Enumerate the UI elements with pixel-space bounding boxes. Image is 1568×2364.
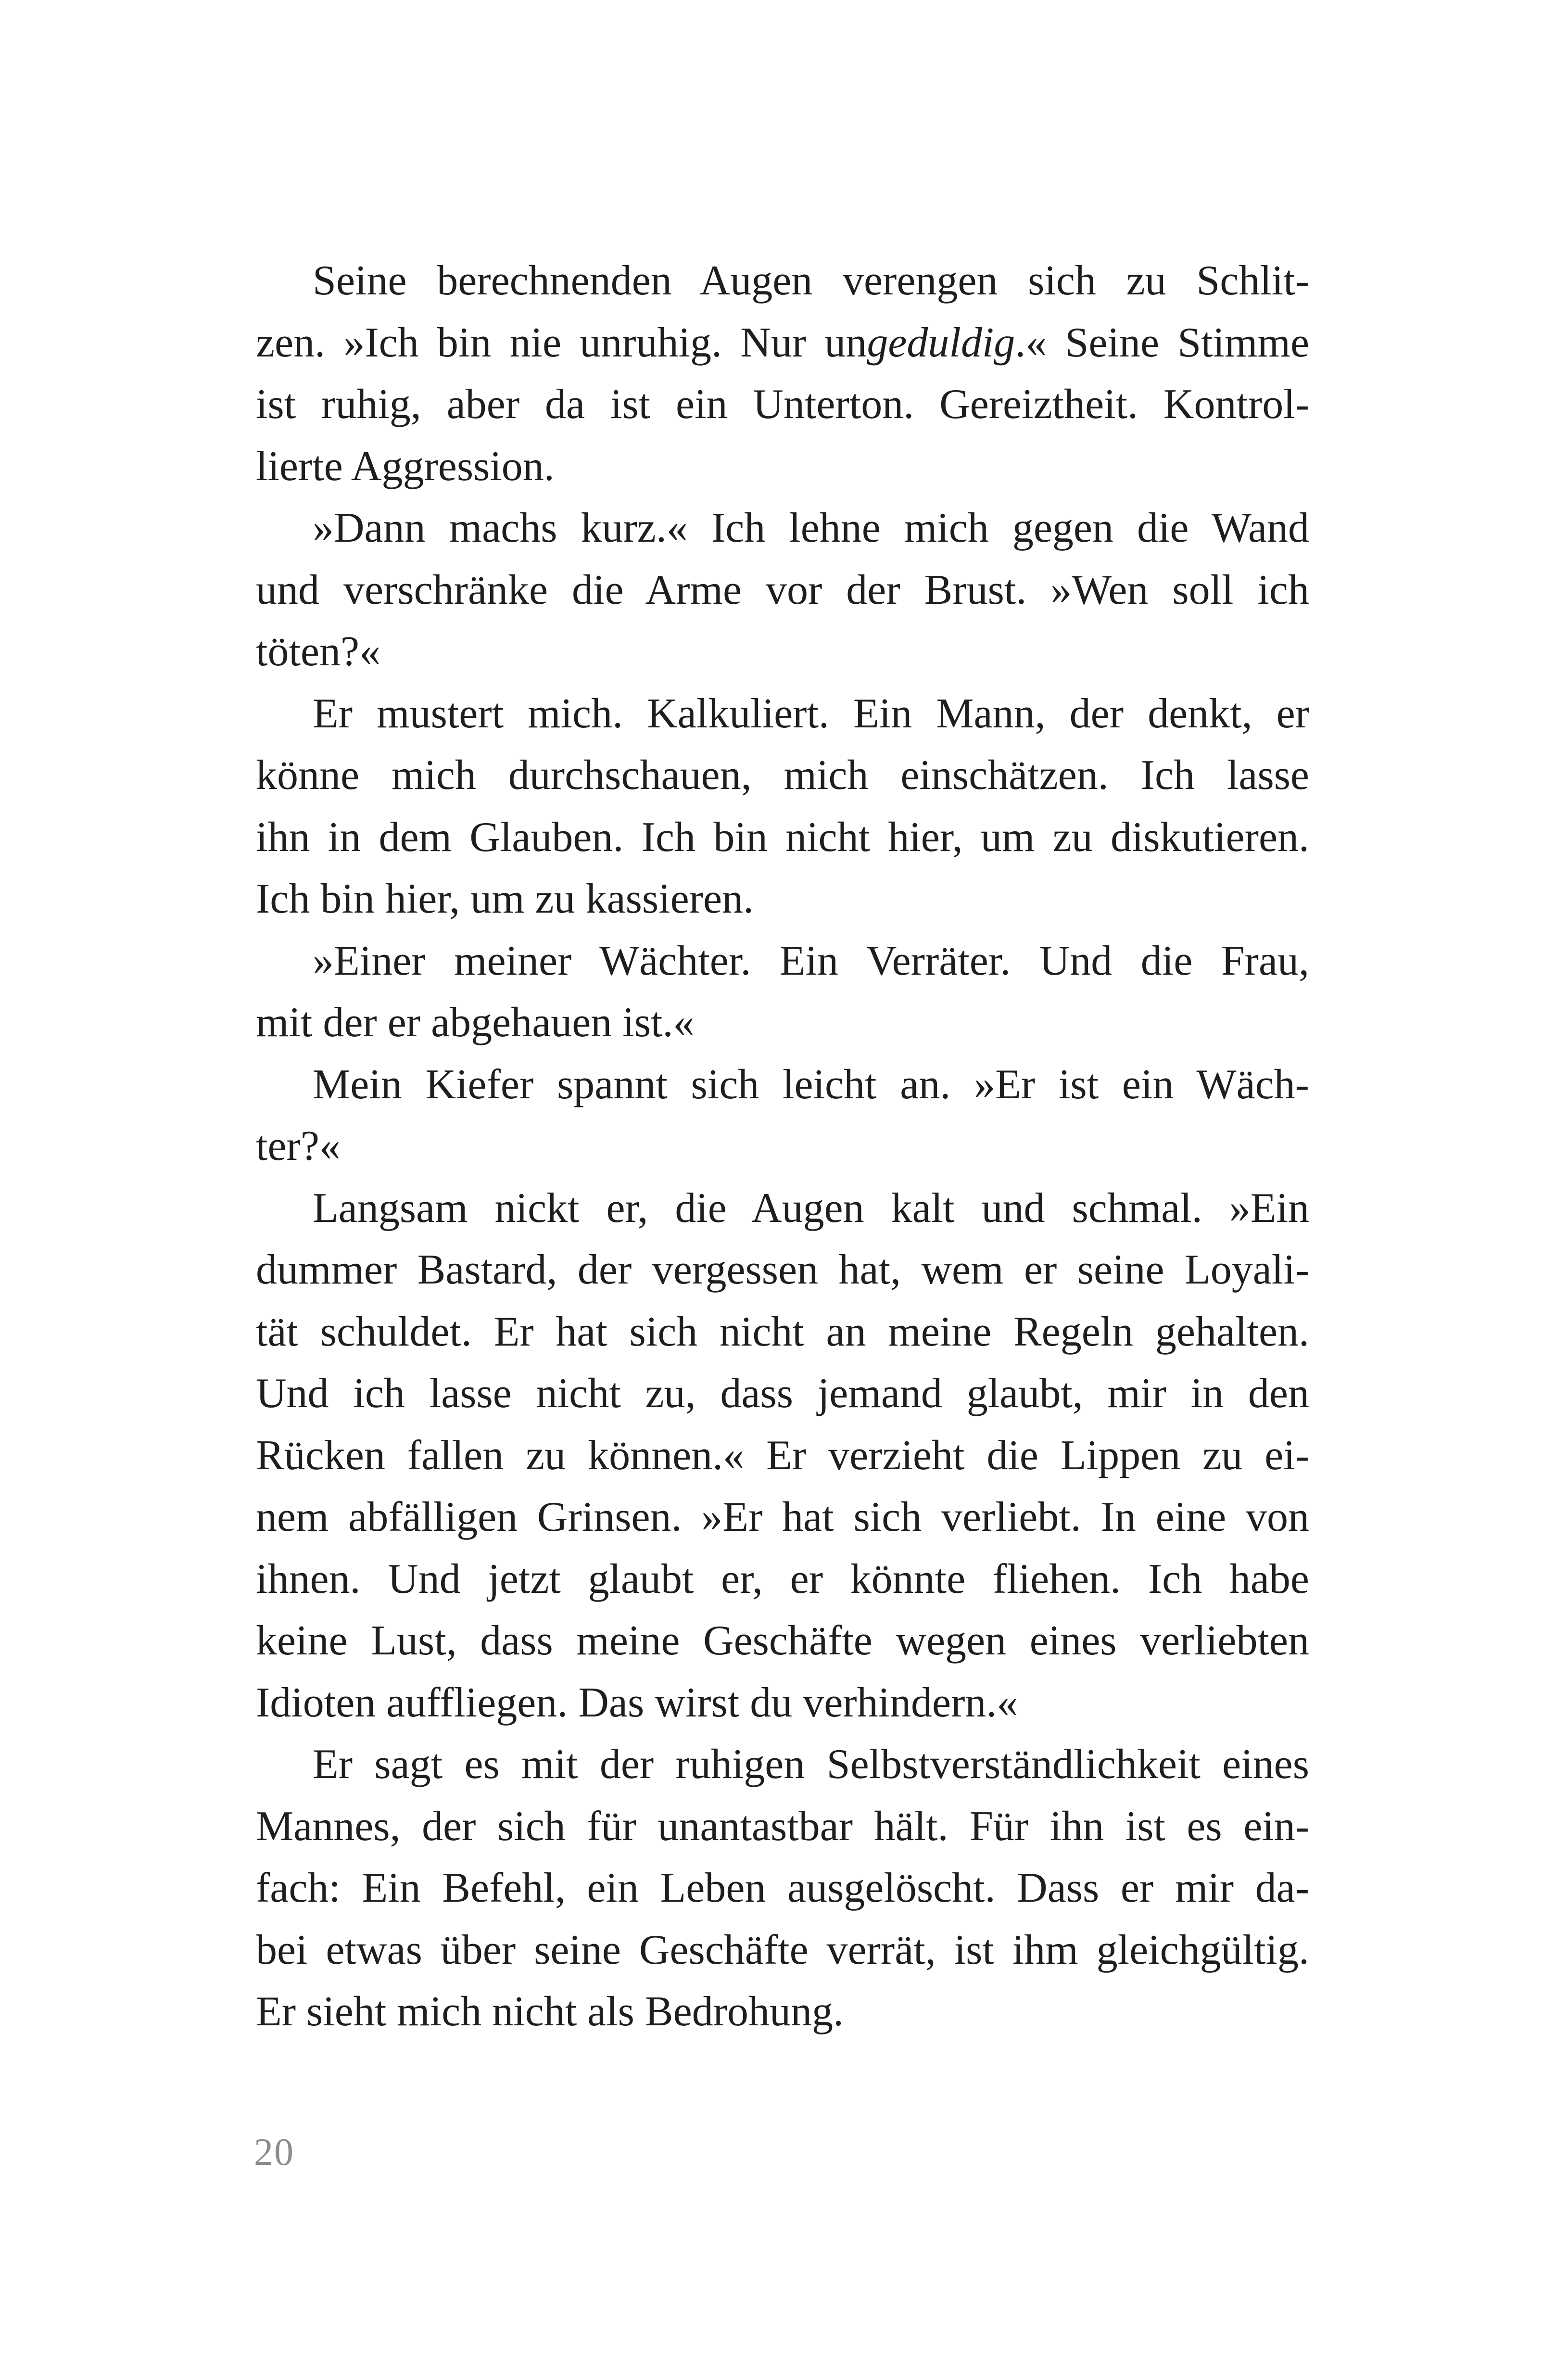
text-line: könne mich durchschauen, mich einschätzen. Ich lasse [256,752,1309,799]
text-line: Rücken fallen zu können.« Er verzieht die Lippen zu ei- [256,1432,1309,1479]
text-line: töten?« [256,628,381,675]
text-line: mit der er abgehauen ist.« [256,999,695,1046]
text-line: Er mustert mich. Kalkuliert. Ein Mann, der denkt, er [313,690,1309,737]
text-line: Ich bin hier, um zu kassieren. [256,876,754,922]
text-line: lierte Aggression. [256,443,555,490]
paragraph [256,250,1309,497]
text-line: nem abfälligen Grinsen. »Er hat sich verliebt. In eine von [256,1494,1309,1540]
text-line: Langsam nickt er, die Augen kalt und schmal. »Ein [313,1184,1309,1232]
text-line: ter?« [256,1123,341,1169]
text-line: fach: Ein Befehl, ein Leben ausgelöscht. Dass er mir da- [256,1865,1309,1911]
text-line: Mannes, der sich für unantastbar hält. Für ihn ist es ein- [256,1803,1309,1850]
text-line: Er sagt es mit der ruhigen Selbstverständlichkeit eines [313,1741,1309,1788]
text-line: Mein Kiefer spannt sich leicht an. »Er ist ein Wäch- [313,1061,1309,1108]
paragraph [256,683,1309,930]
text-line: »Einer meiner Wächter. Ein Verräter. Und die Frau, [313,937,1309,984]
text-line: »Dann machs kurz.« Ich lehne mich gegen die Wand [313,505,1309,551]
text-line: Und ich lasse nicht zu, dass jemand glaubt, mir in den [256,1370,1309,1417]
text-line: und verschränke die Arme vor der Brust. »Wen soll ich [256,566,1309,613]
text-line: tät schuldet. Er hat sich nicht an meine Regeln gehalten. [256,1308,1309,1355]
paragraph [256,1054,1309,1178]
paragraph [256,497,1309,683]
text-run: .« Seine Stimme [1015,319,1310,366]
paragraph [256,1734,1309,2043]
text-line: bei etwas über seine Geschäfte verrät, ist ihm gleichgültig. [256,1926,1309,1973]
paragraph [256,930,1309,1054]
text-line: dummer Bastard, der vergessen hat, wem er seine Loyali- [256,1246,1309,1293]
text-line: ist ruhig, aber da ist ein Unterton. Gereiztheit. Kontrol- [256,381,1309,428]
emphasized-word: geduldig [867,319,1015,366]
text-line [256,312,1309,374]
text-line: Seine berechnenden Augen verengen sich zu Schlit- [313,257,1309,304]
text-line: keine Lust, dass meine Geschäfte wegen eines verliebten [256,1617,1309,1664]
text-run: zen. »Ich bin nie unruhig. Nur un [256,319,867,366]
text-line: ihn in dem Glauben. Ich bin nicht hier, um zu diskutieren. [256,813,1309,861]
text-line: ihnen. Und jetzt glaubt er, er könnte fliehen. Ich habe [256,1555,1309,1602]
paragraph [256,1178,1309,1734]
page-number: 20 [254,2131,294,2173]
text-line: Idioten auffliegen. Das wirst du verhindern.« [256,1679,1018,1726]
body-text [256,250,1309,2043]
text-line: Er sieht mich nicht als Bedrohung. [256,1988,844,2035]
